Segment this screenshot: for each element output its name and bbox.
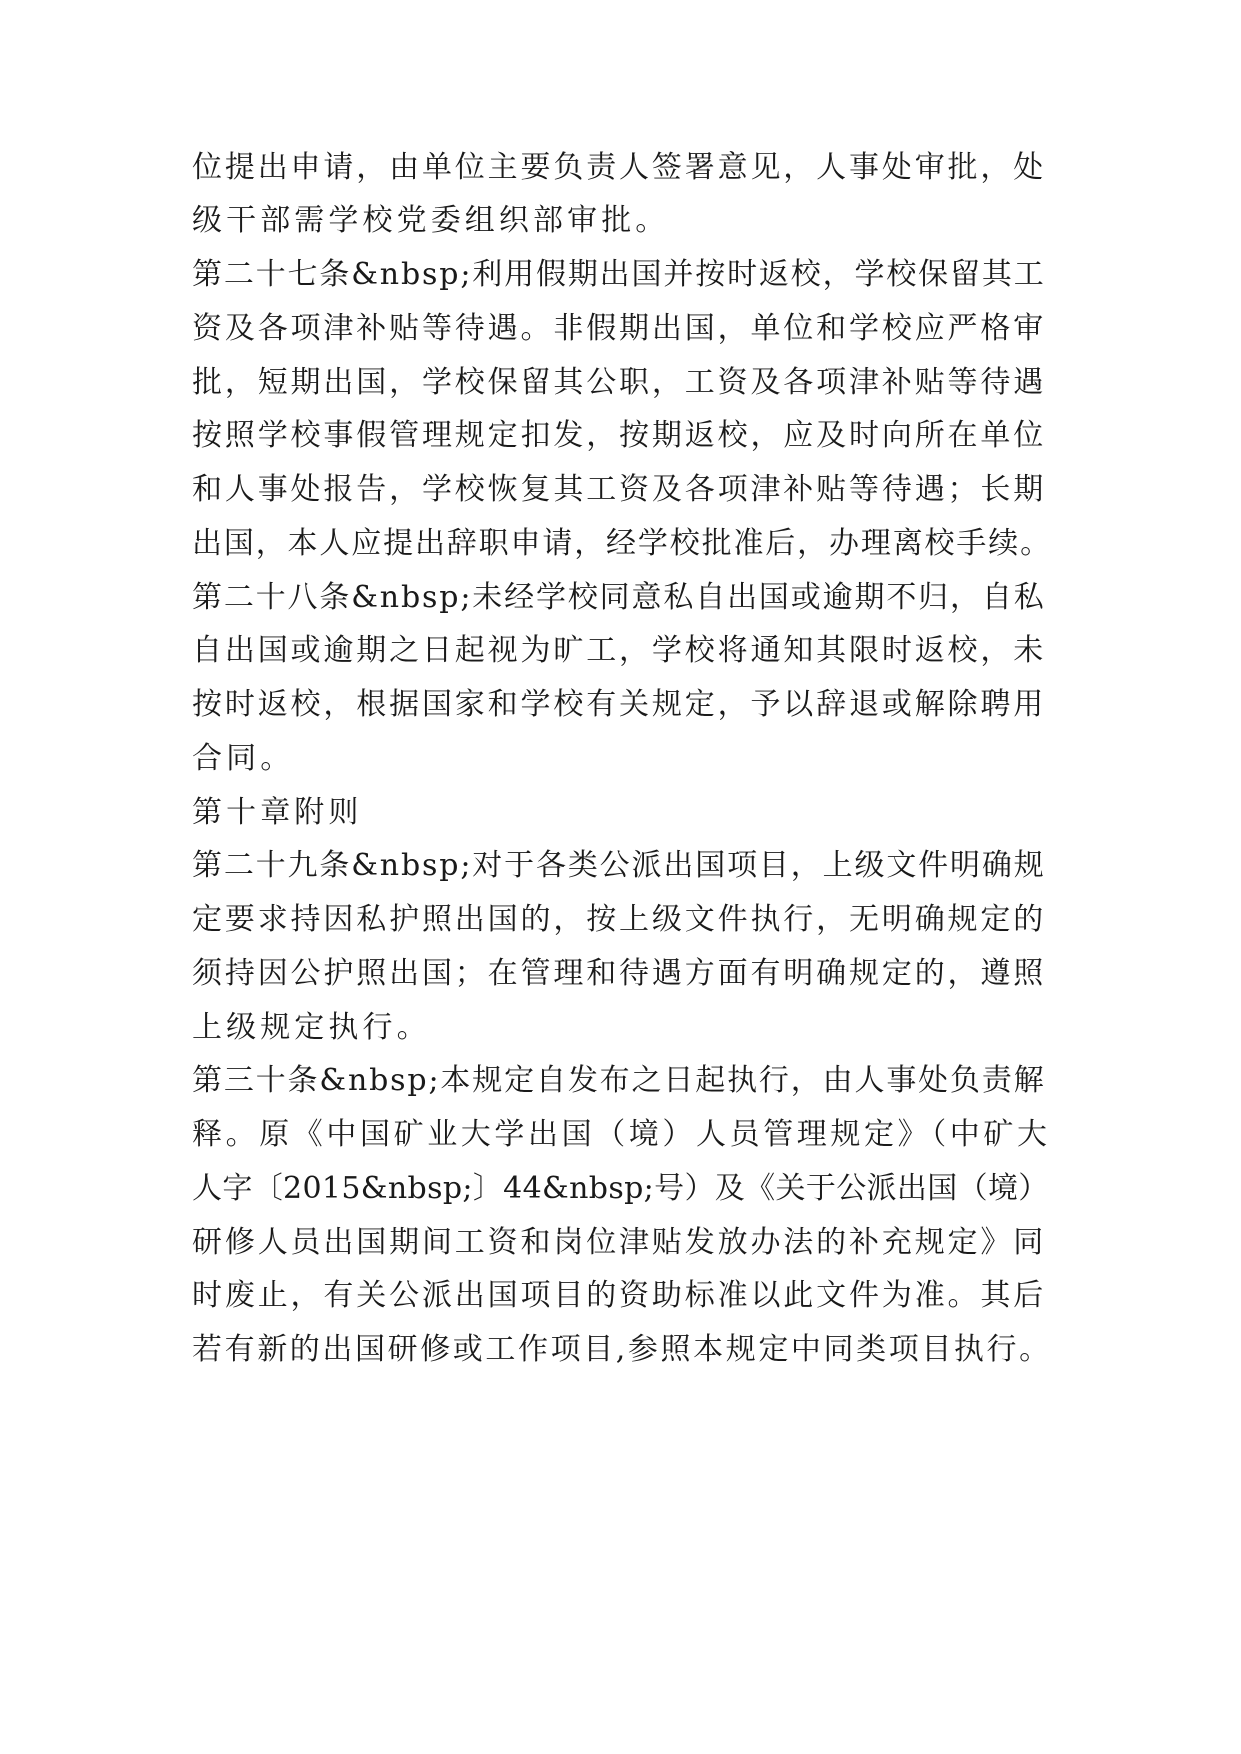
text-line: 位提出申请，由单位主要负责人签署意见，人事处审批，处 xyxy=(192,150,1047,185)
article-30-heading-line: 第三十条&nbsp;本规定自发布之日起执行，由人事处负责解 xyxy=(192,1063,1046,1098)
text-line: 时废止，有关公派出国项目的资助标准以此文件为准。其后 xyxy=(192,1278,1047,1313)
article-29-heading-line: 第二十九条&nbsp;对于各类公派出国项目，上级文件明确规 xyxy=(192,848,1046,883)
text-line: 研修人员出国期间工资和岗位津贴发放办法的补充规定》同 xyxy=(192,1225,1047,1260)
text-line: 定要求持因私护照出国的，按上级文件执行，无明确规定的 xyxy=(192,902,1047,937)
text-line: 按照学校事假管理规定扣发，按期返校，应及时向所在单位 xyxy=(192,418,1047,453)
text-line: 和人事处报告，学校恢复其工资及各项津补贴等待遇；长期 xyxy=(192,472,1047,507)
text-line: 人字〔2015&nbsp;〕44&nbsp;号）及《关于公派出国（境） xyxy=(192,1171,1049,1206)
text-line: 若有新的出国研修或工作项目,参照本规定中同类项目执行。 xyxy=(192,1332,1052,1367)
text-line: 合同。 xyxy=(192,741,295,776)
text-line: 按时返校，根据国家和学校有关规定，予以辞退或解除聘用 xyxy=(192,687,1047,722)
text-line: 级干部需学校党委组织部审批。 xyxy=(192,203,670,238)
chapter-10-heading: 第十章附则 xyxy=(192,795,363,830)
text-line: 资及各项津补贴等待遇。非假期出国，单位和学校应严格审 xyxy=(192,311,1047,346)
text-line: 批，短期出国，学校保留其公职，工资及各项津补贴等待遇 xyxy=(192,365,1047,400)
article-28-heading-line: 第二十八条&nbsp;未经学校同意私自出国或逾期不归，自私 xyxy=(192,580,1046,615)
text-line: 上级规定执行。 xyxy=(192,1010,431,1045)
text-line: 须持因公护照出国；在管理和待遇方面有明确规定的，遵照 xyxy=(192,956,1047,991)
text-line: 释。原《中国矿业大学出国（境）人员管理规定》（中矿大 xyxy=(192,1117,1051,1152)
article-27-heading-line: 第二十七条&nbsp;利用假期出国并按时返校，学校保留其工 xyxy=(192,257,1046,292)
text-line: 自出国或逾期之日起视为旷工，学校将通知其限时返校，未 xyxy=(192,633,1047,668)
text-line: 出国，本人应提出辞职申请，经学校批准后，办理离校手续。 xyxy=(192,526,1052,561)
